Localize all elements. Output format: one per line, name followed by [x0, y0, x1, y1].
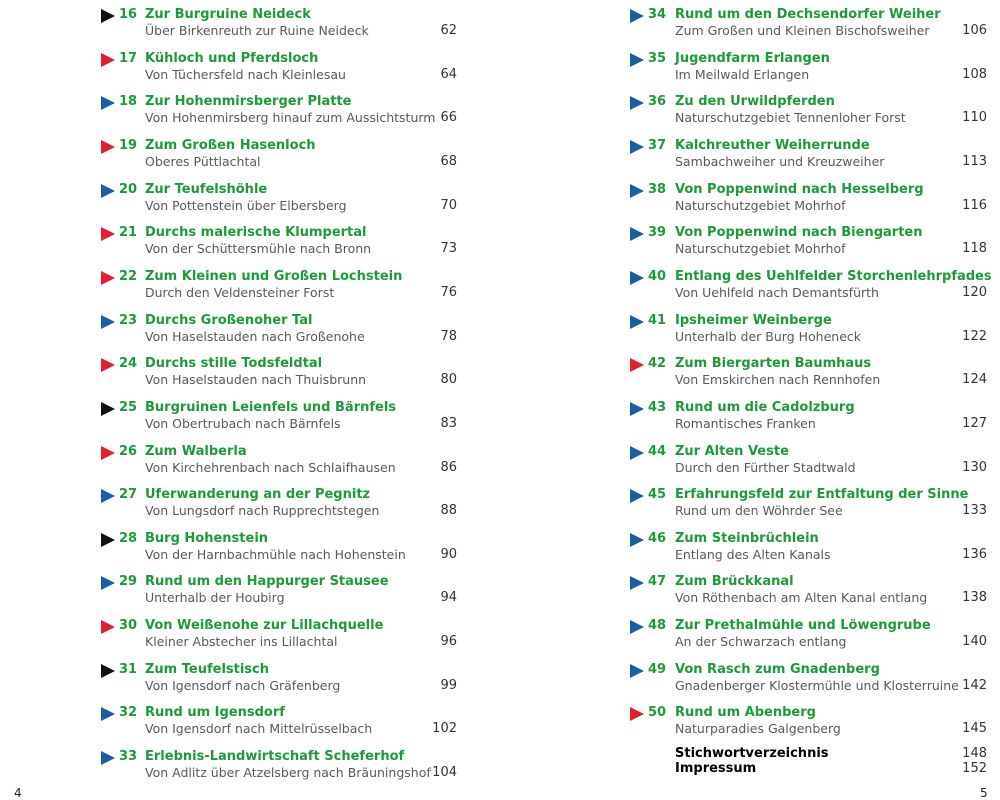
- tour-title[interactable]: Kühloch und Pferdsloch: [145, 50, 319, 66]
- tour-number: 49: [648, 661, 667, 677]
- tour-number: 24: [119, 356, 138, 372]
- triangle-marker-icon: [630, 620, 644, 634]
- tour-title[interactable]: Zur Prethalmühle und Löwengrube: [675, 618, 931, 634]
- triangle-marker-icon: [101, 664, 115, 678]
- tour-number: 46: [648, 530, 667, 546]
- tour-number: 17: [119, 50, 138, 66]
- toc-entry[interactable]: [0, 746, 470, 786]
- tour-title[interactable]: Zum Großen Hasenloch: [145, 137, 316, 153]
- tour-subtitle: Naturschutzgebiet Mohrhof: [675, 197, 846, 213]
- toc-entry[interactable]: [0, 528, 470, 568]
- triangle-marker-icon: [630, 271, 644, 285]
- toc-entry[interactable]: [600, 4, 1000, 44]
- extra-title[interactable]: Impressum: [675, 761, 757, 776]
- triangle-marker-icon: [101, 271, 115, 285]
- toc-entry[interactable]: [0, 484, 470, 524]
- tour-number: 28: [119, 530, 138, 546]
- tour-number: 45: [648, 487, 667, 503]
- page-number: 118: [962, 241, 987, 257]
- page-number: 94: [440, 590, 457, 606]
- tour-title[interactable]: Durchs Großenoher Tal: [145, 312, 313, 328]
- tour-number: 35: [648, 50, 667, 66]
- triangle-marker-icon: [630, 576, 644, 590]
- page-number: 73: [440, 241, 457, 257]
- triangle-marker-icon: [101, 315, 115, 329]
- page-number: 66: [440, 110, 457, 126]
- tour-number: 37: [648, 137, 667, 153]
- page-number: 142: [962, 677, 987, 693]
- tour-title[interactable]: Rund um Abenberg: [675, 705, 816, 721]
- page-number: 104: [432, 765, 457, 781]
- tour-subtitle: Von Lungsdorf nach Rupprechtstegen: [145, 503, 380, 519]
- triangle-marker-icon: [630, 707, 644, 721]
- tour-subtitle: Romantisches Franken: [675, 415, 816, 431]
- page-number: 106: [962, 23, 987, 38]
- tour-number: 25: [119, 399, 138, 415]
- triangle-marker-icon: [101, 751, 115, 765]
- triangle-marker-icon: [101, 53, 115, 67]
- tour-title[interactable]: Von Weißenohe zur Lillachquelle: [145, 618, 384, 634]
- tour-title[interactable]: Durchs malerische Klumpertal: [145, 225, 367, 241]
- tour-subtitle: Von Hohenmirsberg hinauf zum Aussichtsturm: [145, 110, 436, 126]
- triangle-marker-icon: [630, 446, 644, 460]
- tour-number: 20: [119, 181, 138, 197]
- page-number: 99: [440, 677, 457, 693]
- triangle-marker-icon: [101, 446, 115, 460]
- tour-subtitle: Durch den Veldensteiner Forst: [145, 284, 335, 300]
- toc-entry[interactable]: [600, 441, 1000, 481]
- tour-title[interactable]: Von Poppenwind nach Hesselberg: [675, 181, 924, 197]
- toc-entry[interactable]: [0, 310, 470, 350]
- page-number: 116: [962, 197, 987, 213]
- triangle-marker-icon: [630, 184, 644, 198]
- toc-entry[interactable]: [0, 4, 470, 44]
- tour-subtitle: Von Pottenstein über Elbersberg: [145, 197, 347, 213]
- toc-entry[interactable]: [0, 615, 470, 655]
- page-number: 70: [440, 197, 457, 213]
- tour-subtitle: Unterhalb der Houbirg: [145, 590, 285, 606]
- tour-number: 33: [119, 749, 138, 765]
- toc-entry[interactable]: [600, 397, 1000, 437]
- page-number: 127: [962, 415, 987, 431]
- triangle-marker-icon: [630, 140, 644, 154]
- tour-number: 19: [119, 137, 138, 153]
- page-number: 80: [440, 372, 457, 388]
- tour-number: 22: [119, 268, 138, 284]
- tour-number: 29: [119, 574, 138, 590]
- tour-subtitle: Von Igensdorf nach Gräfenberg: [145, 677, 341, 693]
- page-number: 83: [440, 415, 457, 431]
- page-number: 88: [440, 503, 457, 519]
- tour-subtitle: Unterhalb der Burg Hoheneck: [675, 328, 861, 344]
- toc-entry[interactable]: [600, 48, 1000, 88]
- triangle-marker-icon: [101, 140, 115, 154]
- tour-subtitle: Von Röthenbach am Alten Kanal entlang: [675, 590, 928, 606]
- tour-number: 43: [648, 399, 667, 415]
- tour-subtitle: Entlang des Alten Kanals: [675, 546, 831, 562]
- toc-entry[interactable]: [600, 702, 1000, 742]
- extra-title[interactable]: Stichwortverzeichnis: [675, 746, 829, 761]
- tour-title[interactable]: Erlebnis-Landwirtschaft Scheferhof: [145, 749, 405, 765]
- tour-number: 36: [648, 94, 667, 110]
- tour-subtitle: Von Igensdorf nach Mittelrüsselbach: [145, 721, 373, 737]
- page-number: 78: [440, 328, 457, 344]
- toc-entry[interactable]: [0, 179, 470, 219]
- tour-subtitle: Von Haselstauden nach Thuisbrunn: [145, 372, 367, 388]
- toc-entry[interactable]: [0, 571, 470, 611]
- tour-subtitle: Gnadenberger Klostermühle und Klosterruine: [675, 677, 959, 693]
- toc-entry[interactable]: [600, 353, 1000, 393]
- tour-number: 38: [648, 181, 667, 197]
- triangle-marker-icon: [101, 402, 115, 416]
- page-number: 145: [962, 721, 987, 737]
- tour-number: 32: [119, 705, 138, 721]
- page-number: 113: [962, 153, 987, 169]
- tour-title[interactable]: Zum Kleinen und Großen Lochstein: [145, 268, 403, 284]
- toc-entry[interactable]: [600, 571, 1000, 611]
- tour-number: 16: [119, 7, 138, 22]
- tour-title[interactable]: Ipsheimer Weinberge: [675, 312, 832, 328]
- tour-subtitle: Von Obertrubach nach Bärnfels: [145, 415, 341, 431]
- tour-number: 21: [119, 225, 138, 241]
- triangle-marker-icon: [101, 533, 115, 547]
- page-number: 64: [440, 66, 457, 82]
- tour-subtitle: Von Haselstauden nach Großenohe: [145, 328, 365, 344]
- tour-number: 42: [648, 356, 667, 372]
- tour-number: 31: [119, 661, 138, 677]
- triangle-marker-icon: [101, 9, 115, 23]
- triangle-marker-icon: [630, 9, 644, 23]
- page-number: 102: [432, 721, 457, 737]
- tour-title[interactable]: Burg Hohenstein: [145, 530, 269, 546]
- tour-number: 50: [648, 705, 667, 721]
- tour-number: 41: [648, 312, 667, 328]
- tour-number: 26: [119, 443, 138, 459]
- toc-entry[interactable]: [600, 528, 1000, 568]
- toc-entry[interactable]: [0, 353, 470, 393]
- tour-title[interactable]: Von Poppenwind nach Biengarten: [675, 225, 923, 241]
- tour-title[interactable]: Zur Teufelshöhle: [145, 181, 268, 197]
- tour-subtitle: Sambachweiher und Kreuzweiher: [675, 153, 885, 169]
- tour-title[interactable]: Zur Alten Veste: [675, 443, 789, 459]
- page-number: 124: [962, 372, 987, 388]
- tour-title[interactable]: Rund um Igensdorf: [145, 705, 285, 721]
- tour-subtitle: Von der Harnbachmühle nach Hohenstein: [145, 546, 406, 562]
- tour-title[interactable]: Rund um den Happurger Stausee: [145, 574, 389, 590]
- tour-subtitle: Von Emskirchen nach Rennhofen: [675, 372, 881, 388]
- page-number: 90: [440, 546, 457, 562]
- tour-title[interactable]: Zum Steinbrüchlein: [675, 530, 819, 546]
- tour-subtitle: Im Meilwald Erlangen: [675, 66, 810, 82]
- page-number: 76: [440, 284, 457, 300]
- tour-subtitle: Von Adlitz über Atzelsberg nach Bräuningshof: [145, 765, 431, 781]
- toc-entry[interactable]: [0, 702, 470, 742]
- triangle-marker-icon: [101, 576, 115, 590]
- tour-number: 30: [119, 618, 138, 634]
- page-number: 120: [962, 284, 987, 300]
- triangle-marker-icon: [101, 96, 115, 110]
- page-number: 148: [962, 746, 987, 761]
- triangle-marker-icon: [630, 664, 644, 678]
- page-number: 68: [440, 153, 457, 169]
- toc-entry[interactable]: [0, 91, 470, 131]
- page-number: 96: [440, 634, 457, 650]
- tour-title[interactable]: Zur Hohenmirsberger Platte: [145, 94, 352, 110]
- tour-subtitle: Zum Großen und Kleinen Bischofsweiher: [675, 23, 930, 38]
- tour-subtitle: Durch den Fürther Stadtwald: [675, 459, 856, 475]
- page-number: 108: [962, 66, 987, 82]
- triangle-marker-icon: [101, 358, 115, 372]
- toc-entry[interactable]: [0, 441, 470, 481]
- tour-title[interactable]: Zum Walberla: [145, 443, 247, 459]
- page-number-left: 4: [14, 786, 22, 800]
- page-number: 130: [962, 459, 987, 475]
- toc-entry[interactable]: [600, 484, 1000, 524]
- tour-number: 27: [119, 487, 138, 503]
- triangle-marker-icon: [101, 227, 115, 241]
- triangle-marker-icon: [101, 489, 115, 503]
- tour-number: 40: [648, 268, 667, 284]
- toc-entry[interactable]: [600, 179, 1000, 219]
- triangle-marker-icon: [101, 184, 115, 198]
- page-number: 122: [962, 328, 987, 344]
- tour-title[interactable]: Zum Biergarten Baumhaus: [675, 356, 872, 372]
- triangle-marker-icon: [630, 227, 644, 241]
- tour-number: 44: [648, 443, 667, 459]
- tour-subtitle: Über Birkenreuth zur Ruine Neideck: [145, 23, 369, 38]
- page-number: 140: [962, 634, 987, 650]
- triangle-marker-icon: [630, 358, 644, 372]
- toc-entry[interactable]: [0, 48, 470, 88]
- tour-subtitle: An der Schwarzach entlang: [675, 634, 847, 650]
- tour-title[interactable]: Zum Brückkanal: [675, 574, 794, 590]
- tour-number: 23: [119, 312, 138, 328]
- triangle-marker-icon: [630, 53, 644, 67]
- toc-entry[interactable]: [600, 266, 1000, 306]
- tour-subtitle: Naturschutzgebiet Tennenloher Forst: [675, 110, 906, 126]
- toc-entry[interactable]: [600, 91, 1000, 131]
- tour-subtitle: Naturschutzgebiet Mohrhof: [675, 241, 846, 257]
- triangle-marker-icon: [101, 620, 115, 634]
- tour-subtitle: Oberes Püttlachtal: [145, 153, 261, 169]
- tour-title[interactable]: Rund um den Dechsendorfer Weiher: [675, 7, 941, 22]
- page-number-right: 5: [980, 786, 988, 800]
- tour-number: 34: [648, 7, 667, 22]
- toc-entry[interactable]: [0, 222, 470, 262]
- toc-entry[interactable]: [0, 135, 470, 175]
- tour-title[interactable]: Durchs stille Todsfeldtal: [145, 356, 323, 372]
- tour-number: 39: [648, 225, 667, 241]
- page-number: 152: [962, 761, 987, 776]
- tour-title[interactable]: Von Rasch zum Gnadenberg: [675, 661, 880, 677]
- toc-entry[interactable]: [600, 615, 1000, 655]
- toc-entry[interactable]: [600, 222, 1000, 262]
- tour-number: 47: [648, 574, 667, 590]
- tour-subtitle: Naturparadies Galgenberg: [675, 721, 841, 737]
- page-number: 138: [962, 590, 987, 606]
- tour-title[interactable]: Zur Burgruine Neideck: [145, 7, 311, 22]
- tour-number: 48: [648, 618, 667, 634]
- tour-subtitle: Von Tüchersfeld nach Kleinlesau: [145, 66, 346, 82]
- toc-entry[interactable]: [0, 659, 470, 699]
- tour-title[interactable]: Entlang des Uehlfelder Storchenlehrpfades: [675, 268, 992, 284]
- page-number: 136: [962, 546, 987, 562]
- tour-subtitle: Von Kirchehrenbach nach Schlaifhausen: [145, 459, 396, 475]
- triangle-marker-icon: [630, 402, 644, 416]
- toc-entry[interactable]: [0, 397, 470, 437]
- tour-title[interactable]: Rund um die Cadolzburg: [675, 399, 855, 415]
- toc-entry[interactable]: [600, 310, 1000, 350]
- tour-subtitle: Von der Schüttersmühle nach Bronn: [145, 241, 372, 257]
- toc-entry[interactable]: [600, 659, 1000, 699]
- tour-title[interactable]: Burgruinen Leienfels und Bärnfels: [145, 399, 397, 415]
- toc-entry[interactable]: [600, 135, 1000, 175]
- triangle-marker-icon: [630, 489, 644, 503]
- page-number: 62: [440, 23, 457, 38]
- tour-title[interactable]: Jugendfarm Erlangen: [675, 50, 830, 66]
- tour-title[interactable]: Kalchreuther Weiherrunde: [675, 137, 870, 153]
- tour-title[interactable]: Zum Teufelstisch: [145, 661, 270, 677]
- tour-title[interactable]: Zu den Urwildpferden: [675, 94, 835, 110]
- triangle-marker-icon: [630, 96, 644, 110]
- tour-subtitle: Von Uehlfeld nach Demantsfürth: [675, 284, 879, 300]
- triangle-marker-icon: [630, 315, 644, 329]
- triangle-marker-icon: [630, 533, 644, 547]
- page-number: 86: [440, 459, 457, 475]
- triangle-marker-icon: [101, 707, 115, 721]
- page-number: 133: [962, 503, 987, 519]
- tour-subtitle: Kleiner Abstecher ins Lillachtal: [145, 634, 338, 650]
- toc-extra-entry[interactable]: [600, 761, 1000, 779]
- page-number: 110: [962, 110, 987, 126]
- tour-subtitle: Rund um den Wöhrder See: [675, 503, 843, 519]
- tour-title[interactable]: Uferwanderung an der Pegnitz: [145, 487, 371, 503]
- tour-title[interactable]: Erfahrungsfeld zur Entfaltung der Sinne: [675, 487, 969, 503]
- toc-entry[interactable]: [0, 266, 470, 306]
- tour-number: 18: [119, 94, 138, 110]
